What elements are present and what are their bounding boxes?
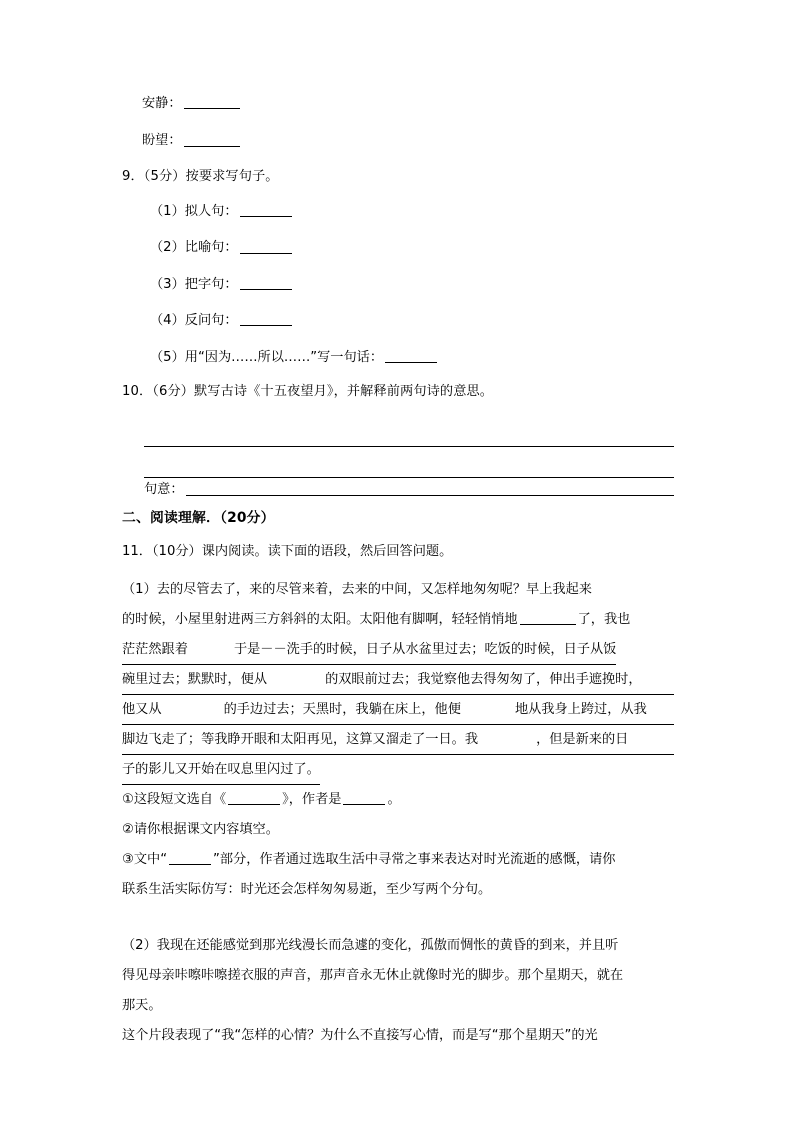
question-10-heading <box>122 385 674 398</box>
vocab-answer-blank[interactable] <box>184 95 240 109</box>
vocab-word-label: 安静： <box>142 96 182 112</box>
passage-underlined-segment <box>122 635 616 665</box>
item-answer-blank[interactable] <box>240 203 292 217</box>
passage-underlined-segment: 子的影儿又开始在叹息里闪过了。 <box>122 755 320 785</box>
sub-question-text: 联系生活实际仿写：时光还会怎样匆匆易逝，至少写两个分句。 <box>122 882 492 898</box>
passage-text: 的手边过去；天黑时，我躺在床上，他便 <box>223 702 461 718</box>
item-label: （4）反问句： <box>150 313 238 329</box>
passage-line: （1）去的尽管去了，来的尽管来着，去来的中间，又怎样地匆匆呢？早上我起来 <box>122 582 592 598</box>
passage-fill-blank[interactable] <box>188 640 234 653</box>
question-10-meaning-row <box>122 482 674 496</box>
question-9-item-4 <box>122 312 674 327</box>
question-10-answer-area <box>122 416 674 478</box>
item-label: （5）用“因为……所以……”写一句话： <box>150 349 384 365</box>
question-9-item-1 <box>122 203 674 218</box>
question-9-score: （5分） <box>143 168 186 184</box>
sub-question-text: 。 <box>387 792 401 808</box>
vocab-answer-blank[interactable] <box>184 132 240 146</box>
item-answer-blank[interactable] <box>385 349 437 363</box>
passage-line: （2）我现在还能感觉到那光线漫长而急遽的变化，孤傲而惆怅的黄昏的到来，并且听 <box>122 938 619 954</box>
passage-text: 的双眼前过去；我觉察他去得匆匆了，伸出手遮挽时， <box>325 672 642 688</box>
passage-text: 他又从 <box>122 702 162 718</box>
reading-passage-2 <box>122 931 674 1021</box>
question-9-item-5 <box>122 349 674 364</box>
question-9-item-2 <box>122 239 674 254</box>
passage-fill-blank[interactable] <box>162 700 224 713</box>
sub-question-text: ①这段短文选自《 <box>122 792 227 808</box>
question-9-item-3 <box>122 276 674 291</box>
item-label: （2）比喻句： <box>150 240 238 256</box>
item-label: （1）拟人句： <box>150 204 238 220</box>
answer-rule-line[interactable] <box>144 416 674 447</box>
question-11-heading <box>122 545 674 558</box>
passage-fill-blank[interactable] <box>520 611 576 625</box>
passage-text: 茫茫然跟着 <box>122 642 188 658</box>
passage-line <box>122 635 674 665</box>
question-9-prompt: 按要求写句子。 <box>185 168 279 184</box>
reading-passage-1 <box>122 575 674 785</box>
passage-line: 得见母亲咔嚓咔嚓搓衣服的声音，那声音永无休止就像时光的脚步。那个星期天，就在 <box>122 968 624 984</box>
vocab-word-label: 盼望： <box>142 133 182 149</box>
meaning-label: 句意： <box>144 482 184 498</box>
passage-text: 地从我身上跨过，从我 <box>514 702 647 718</box>
passage-underlined-line <box>122 665 674 695</box>
section-two-heading: 二、阅读理解．（20分） <box>122 510 275 527</box>
question-10-score: （6分） <box>152 383 195 399</box>
passage-text: 于是－－洗手的时候，日子从水盆里过去；吃饭的时候，日子从饭 <box>233 642 617 658</box>
author-blank[interactable] <box>343 791 385 805</box>
sub-question-text: ③文中“ <box>122 852 168 868</box>
passage-line: 那天。 <box>122 998 162 1014</box>
final-question-text: 这个片段表现了“我“怎样的心情？为什么不直接写心情，而是写“那个星期天”的光 <box>122 1028 598 1044</box>
paragraph-spacer <box>122 905 674 931</box>
vocab-answer-row <box>122 95 674 110</box>
answer-rule-line[interactable] <box>144 447 674 478</box>
sub-question-1 <box>122 785 674 815</box>
question-10-prompt: 默写古诗《十五夜望月》，并解释前两句诗的意思。 <box>194 383 494 399</box>
source-title-blank[interactable] <box>228 791 280 805</box>
passage-fill-blank[interactable] <box>461 700 515 713</box>
passage-fill-blank[interactable] <box>478 730 536 743</box>
sub-question-3 <box>122 845 674 905</box>
question-10-number: 10． <box>122 383 153 399</box>
passage-line <box>122 755 674 785</box>
question-9-number: 9． <box>122 168 144 184</box>
sub-question-text: ”部分，作者通过选取生活中寻常之事来表达对时光流逝的感慨，请你 <box>213 852 616 868</box>
question-11-score: （10分） <box>151 544 202 560</box>
passage-line <box>122 605 674 635</box>
item-answer-blank[interactable] <box>240 312 292 326</box>
passage-text: 了，我也 <box>577 612 631 628</box>
quote-blank[interactable] <box>169 851 211 865</box>
vocab-answer-row <box>122 132 674 147</box>
question-11-prompt: 课内阅读。读下面的语段，然后回答问题。 <box>201 544 453 560</box>
passage-text: 碗里过去；默默时，便从 <box>122 672 268 688</box>
passage-underlined-line <box>122 725 674 755</box>
passage-text: 脚边飞走了；等我睁开眼和太阳再见，这算又溜走了一日。我 <box>122 732 479 748</box>
item-label: （3）把字句： <box>150 276 238 292</box>
sub-question-2: ②请你根据课文内容填空。 <box>122 822 279 838</box>
item-answer-blank[interactable] <box>240 239 292 253</box>
passage-fill-blank[interactable] <box>267 670 325 683</box>
meaning-answer-line[interactable] <box>186 482 674 496</box>
passage-text: 的时候，小屋里射进两三方斜斜的太阳。太阳他有脚啊，轻轻悄悄地 <box>122 612 518 628</box>
item-answer-blank[interactable] <box>240 276 292 290</box>
passage-2-question <box>122 1021 674 1051</box>
document-body <box>122 95 674 1051</box>
question-11-number: 11． <box>122 544 152 560</box>
sub-question-text: 》，作者是 <box>282 792 342 808</box>
question-9-heading <box>122 170 674 183</box>
passage-underlined-line <box>122 695 674 725</box>
passage-text: ，但是新来的日 <box>536 732 629 748</box>
